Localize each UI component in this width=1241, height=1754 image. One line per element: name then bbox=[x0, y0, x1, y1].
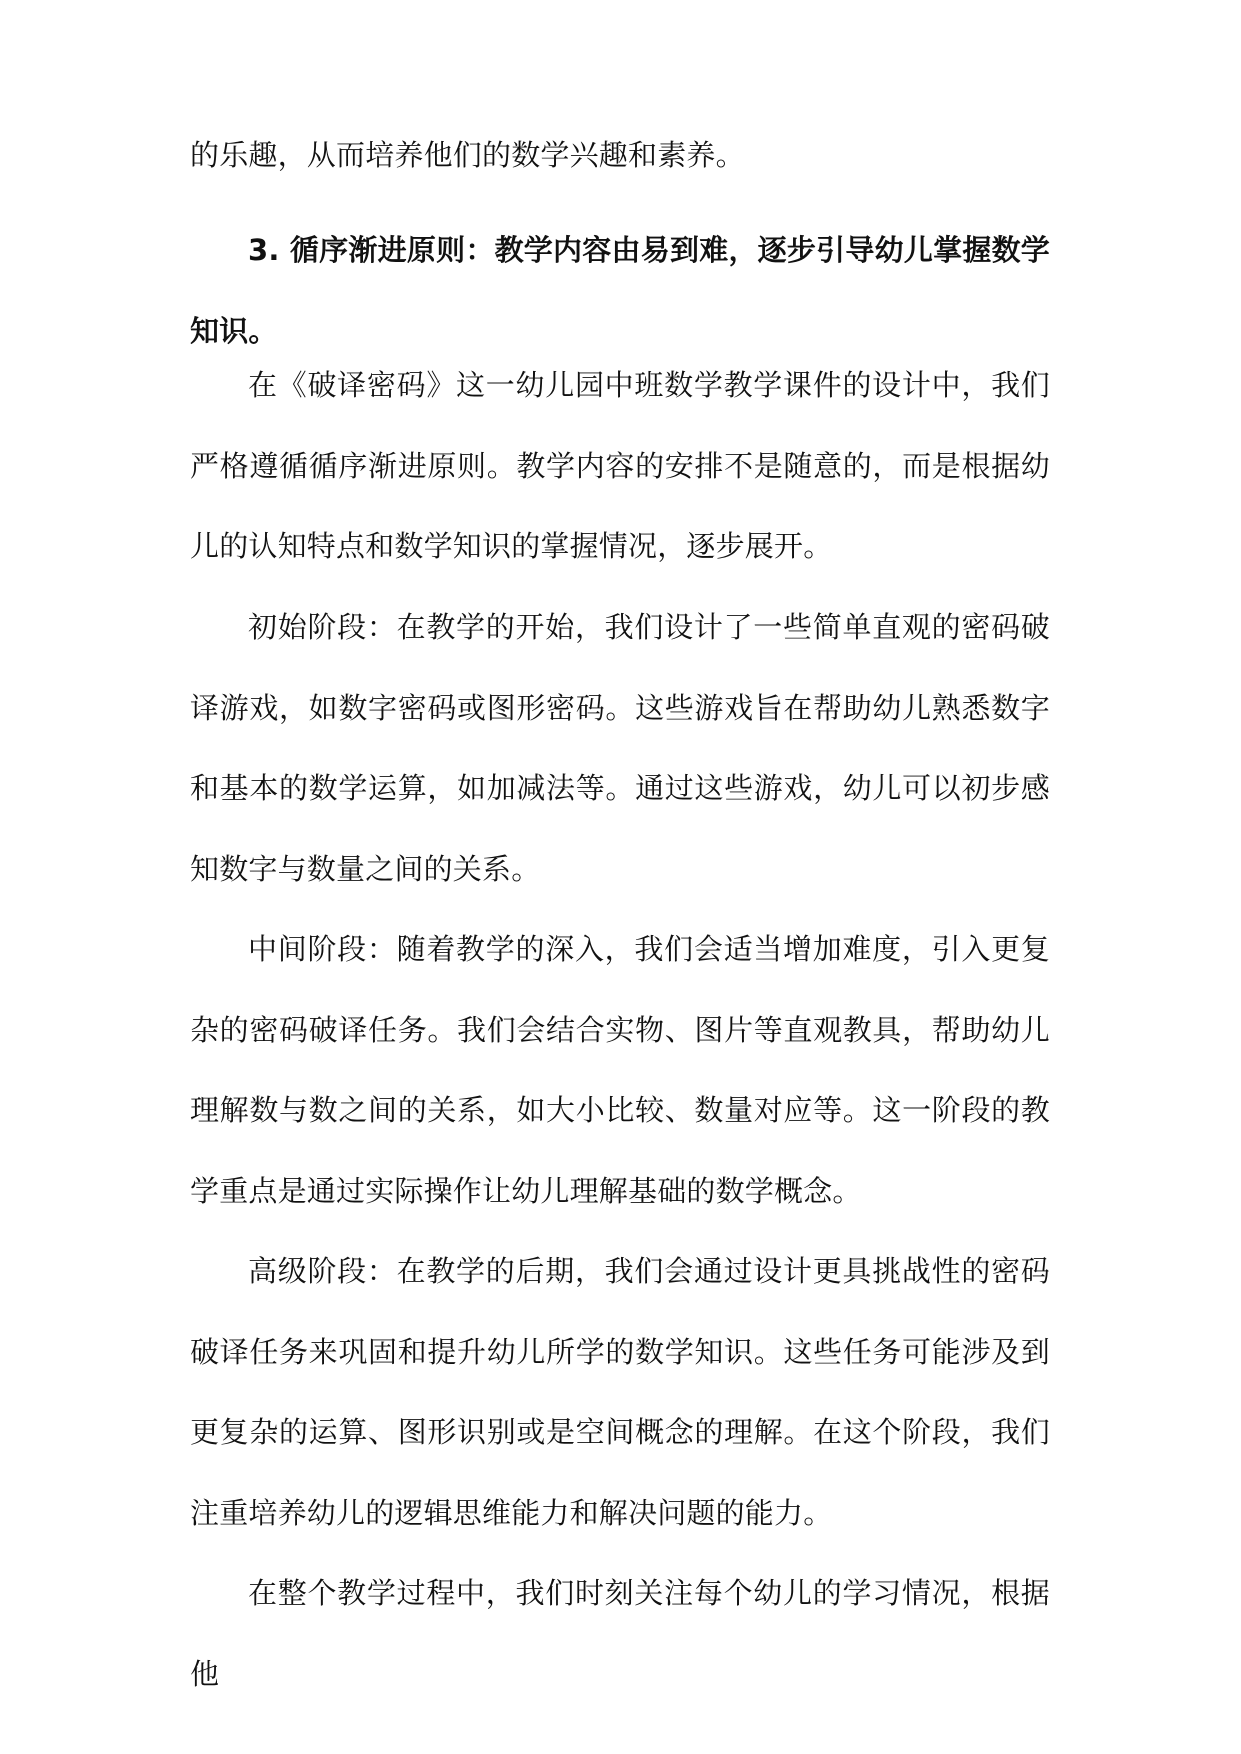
paragraph-initial-stage: 初始阶段：在教学的开始，我们设计了一些简单直观的密码破译游戏，如数字密码或图形密码。这些游戏旨在帮助幼儿熟悉数字和基本的数学运算，如加减法等。通过这些游戏，幼儿可以初步感知数字与数量之间的关系。 bbox=[190, 610, 1050, 886]
paragraph-advanced-stage: 高级阶段：在教学的后期，我们会通过设计更具挑战性的密码破译任务来巩固和提升幼儿所学的数学知识。这些任务可能涉及到更复杂的运算、图形识别或是空间概念的理解。在这个阶段，我们注重培养幼儿的逻辑思维能力和解决问题的能力。 bbox=[190, 1254, 1050, 1530]
paragraph-continuation: 的乐趣，从而培养他们的数学兴趣和素养。 bbox=[190, 138, 745, 172]
paragraph-middle-stage: 中间阶段：随着教学的深入，我们会适当增加难度，引入更复杂的密码破译任务。我们会结合实物、图片等直观教具，帮助幼儿理解数与数之间的关系，如大小比较、数量对应等。这一阶段的教学重点是通过实际操作让幼儿理解基础的数学概念。 bbox=[190, 932, 1050, 1208]
paragraph-closing: 在整个教学过程中，我们时刻关注每个幼儿的学习情况，根据他 bbox=[190, 1576, 1050, 1691]
paragraph-intro: 在《破译密码》这一幼儿园中班数学教学课件的设计中，我们严格遵循循序渐进原则。教学内容的安排不是随意的，而是根据幼儿的认知特点和数学知识的掌握情况，逐步展开。 bbox=[190, 368, 1050, 563]
section-heading: 3. 循序渐进原则：教学内容由易到难，逐步引导幼儿掌握数学知识。 bbox=[190, 233, 1050, 348]
